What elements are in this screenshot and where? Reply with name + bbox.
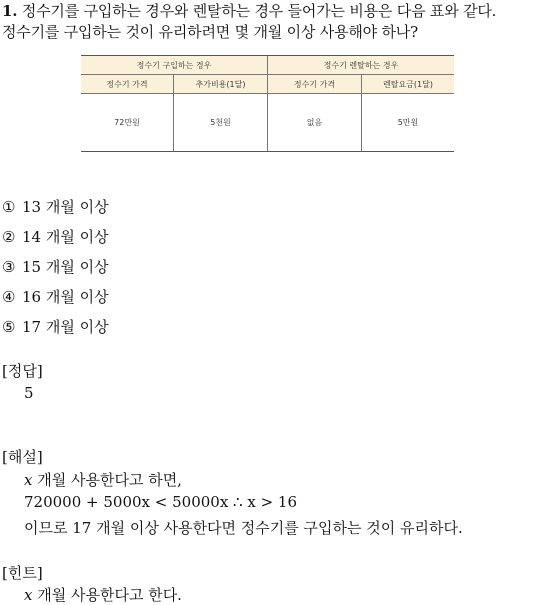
explanation-line-1: [24, 469, 182, 490]
option-marker: ④: [2, 288, 16, 306]
table-cell: 72만원: [81, 94, 174, 152]
explanation-label: [해설]: [2, 448, 43, 466]
cost-table: [81, 55, 454, 152]
explanation-line-2: 720000 + 5000x < 50000x ∴ x > 16: [24, 493, 298, 511]
option-4[interactable]: [2, 286, 109, 307]
option-text: 13 개월 이상: [22, 198, 109, 216]
option-text: 14 개월 이상: [22, 228, 109, 246]
option-marker: ③: [2, 258, 16, 276]
explanation-line-3: 이므로 17 개월 이상 사용한다면 정수기를 구입하는 것이 유리하다.: [24, 519, 463, 537]
question-text-1: 정수기를 구입하는 경우와 렌탈하는 경우 들어가는 비용은 다음 표와 같다.: [21, 2, 497, 20]
math-variable: x: [24, 471, 33, 489]
option-marker: ⑤: [2, 318, 16, 336]
col-header: 정수기 가격: [81, 75, 174, 94]
table-cell: 5만원: [362, 94, 455, 152]
answer-value: 5: [24, 384, 34, 402]
explanation-text: 개월 사용한다고 하면,: [32, 471, 182, 489]
option-text: 15 개월 이상: [22, 258, 109, 276]
option-3[interactable]: [2, 256, 109, 277]
group-header-rent: 정수기 렌탈하는 경우: [268, 56, 455, 75]
option-text: 17 개월 이상: [22, 318, 109, 336]
col-header: 추가비용(1달): [174, 75, 268, 94]
col-header: 정수기 가격: [268, 75, 362, 94]
option-2[interactable]: [2, 226, 109, 247]
question-line-2: 정수기를 구입하는 것이 유리하려면 몇 개월 이상 사용해야 하나?: [2, 23, 418, 41]
math-variable: x: [24, 586, 33, 604]
hint-label: [힌트]: [2, 564, 43, 582]
question-line-1: [2, 0, 496, 21]
option-1[interactable]: [2, 196, 109, 217]
option-5[interactable]: [2, 316, 109, 337]
hint-text: 개월 사용한다고 한다.: [32, 586, 182, 604]
table-cell: 없음: [268, 94, 362, 152]
option-marker: ②: [2, 228, 16, 246]
table-cell: 5천원: [174, 94, 268, 152]
col-header: 렌탈요금(1달): [362, 75, 455, 94]
option-marker: ①: [2, 198, 16, 216]
answer-label: [정답]: [2, 362, 43, 380]
group-header-buy: 정수기 구입하는 경우: [81, 56, 268, 75]
option-text: 16 개월 이상: [22, 288, 109, 306]
question-number: 1.: [2, 2, 18, 20]
